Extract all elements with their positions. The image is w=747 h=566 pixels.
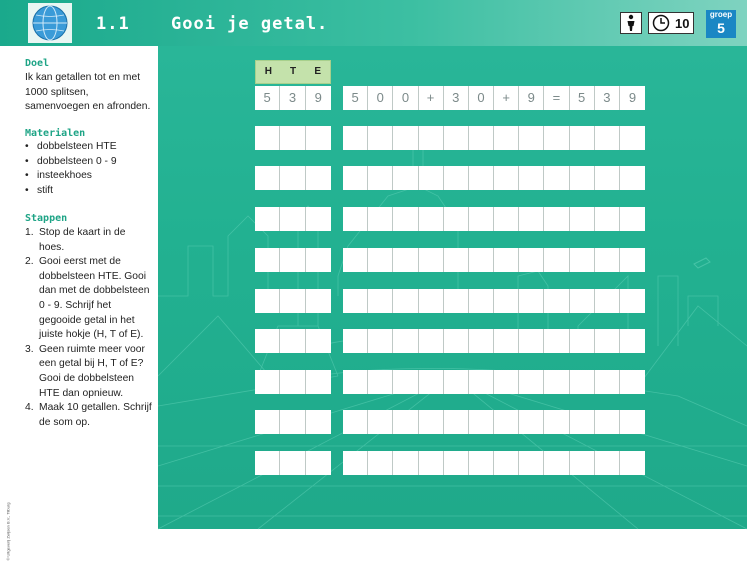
number-cell [255, 410, 280, 434]
sum-row [343, 451, 645, 475]
sum-cell [469, 410, 494, 434]
sum-cell: 5 [570, 86, 595, 110]
sum-cell [519, 370, 544, 394]
sum-cell [519, 451, 544, 475]
sum-cell [570, 410, 595, 434]
sum-cell [469, 451, 494, 475]
step-text: Geen ruimte meer voor een getal bij H, T of E? Gooi de dobbelsteen HTE dan opnieuw. [39, 343, 145, 399]
materialen-title: Materialen [25, 128, 86, 139]
stappen-list [25, 226, 153, 430]
sum-cell [444, 370, 469, 394]
sum-cell [444, 207, 469, 231]
step-item [25, 401, 153, 430]
sum-cell [393, 451, 418, 475]
sum-cell [570, 289, 595, 313]
sum-cell: 3 [444, 86, 469, 110]
step-item [25, 343, 153, 401]
sum-cell [544, 166, 569, 190]
number-cell [255, 207, 280, 231]
number-cell: 5 [255, 86, 280, 110]
sum-cell [519, 410, 544, 434]
number-cell [306, 207, 331, 231]
sum-cell [620, 410, 645, 434]
sum-cell [469, 248, 494, 272]
list-item: • insteekhoes [25, 169, 153, 184]
instructions-sidebar [0, 46, 158, 561]
step-item [25, 255, 153, 343]
sum-cell [544, 410, 569, 434]
sum-cell [519, 207, 544, 231]
sum-cell [544, 329, 569, 353]
sum-cell: 9 [628, 90, 637, 105]
number-cell [255, 329, 280, 353]
number-cell [255, 370, 280, 394]
sum-cell [368, 329, 393, 353]
hte-header [255, 60, 331, 84]
sum-row [343, 410, 645, 434]
person-icon [620, 12, 642, 34]
sum-cell [494, 410, 519, 434]
step-number: 4. [25, 402, 34, 414]
sum-cell: 0 [368, 86, 393, 110]
list-item: • stift [25, 184, 153, 199]
materialen-list [25, 140, 153, 198]
sum-cell [570, 370, 595, 394]
doel-text: Ik kan getallen tot en met 1000 splitsen, samenvoegen en afronden. [25, 72, 151, 113]
sum-cell [393, 410, 418, 434]
step-text: Gooi eerst met de dobbelsteen HTE. Gooi dan met de dobbelsteen 0 - 9. Schrijf het gegooide getal in het juiste hokje (H, T of E). [39, 256, 150, 341]
sum-cell [570, 166, 595, 190]
sum-row [343, 289, 645, 313]
number-cell [280, 451, 305, 475]
number-cell [280, 126, 305, 150]
number-row [255, 289, 331, 313]
sum-cell [368, 126, 393, 150]
sum-cell [595, 370, 620, 394]
sum-cell [519, 248, 544, 272]
sum-cell [620, 451, 645, 475]
sum-cell: 5 [343, 86, 368, 110]
sum-cell [393, 329, 418, 353]
step-number: 1. [25, 227, 34, 238]
hte-header-t: T [289, 66, 297, 77]
number-row [255, 370, 331, 394]
sum-cell [444, 410, 469, 434]
sum-cell [595, 329, 620, 353]
time-value: 10 [675, 16, 690, 31]
sum-cell [519, 329, 544, 353]
sum-cell: 3 [595, 86, 620, 110]
sum-cell: 0 [393, 86, 418, 110]
sum-row [343, 248, 645, 272]
sum-cell [570, 248, 595, 272]
sum-cell [544, 248, 569, 272]
sum-cell [494, 329, 519, 353]
sum-cell [519, 126, 544, 150]
sum-cell [620, 126, 645, 150]
sum-cell [494, 451, 519, 475]
sum-cell [368, 370, 393, 394]
number-row [255, 329, 331, 353]
number-row [255, 410, 331, 434]
sum-cell [444, 166, 469, 190]
sum-cell [595, 207, 620, 231]
sum-row [343, 207, 645, 231]
example-sum-row [343, 86, 645, 110]
sum-cell [570, 126, 595, 150]
list-item: • dobbelsteen HTE [25, 140, 153, 155]
sum-cell [595, 410, 620, 434]
sum-cell [393, 126, 418, 150]
sum-cell [393, 248, 418, 272]
number-cell [255, 289, 280, 313]
groep-number: 5 [717, 20, 725, 36]
header-bar [0, 0, 747, 46]
sum-cell [570, 329, 595, 353]
sum-cell [368, 207, 393, 231]
list-item: • dobbelsteen 0 - 9 [25, 155, 153, 170]
sum-cell [469, 289, 494, 313]
sum-cell [595, 166, 620, 190]
sum-cell [343, 289, 368, 313]
number-cell [280, 370, 305, 394]
sum-cell [620, 166, 645, 190]
sum-cell [544, 451, 569, 475]
sum-cell [343, 410, 368, 434]
number-cell [306, 329, 331, 353]
sum-cell [595, 289, 620, 313]
sum-cell [519, 289, 544, 313]
example-number-row [255, 86, 331, 110]
sum-cell [469, 126, 494, 150]
sum-row [343, 329, 645, 353]
number-cell [306, 410, 331, 434]
sum-cell [620, 289, 645, 313]
number-cell [306, 166, 331, 190]
sum-cell [393, 207, 418, 231]
copyright-notice [2, 426, 10, 566]
sum-cell [469, 370, 494, 394]
sum-cell [570, 451, 595, 475]
sum-cell [419, 207, 444, 231]
number-row [255, 248, 331, 272]
number-cell [280, 207, 305, 231]
number-cell [255, 166, 280, 190]
sum-cell [368, 410, 393, 434]
step-number: 3. [25, 343, 34, 355]
sum-cell [343, 329, 368, 353]
number-cell: 9 [314, 90, 322, 105]
number-cell [306, 289, 331, 313]
sum-cell [444, 451, 469, 475]
sum-cell [444, 289, 469, 313]
number-cell [280, 166, 305, 190]
sum-cell [343, 207, 368, 231]
sum-cell: = [544, 86, 569, 110]
number-row [255, 166, 331, 190]
sum-cell [419, 410, 444, 434]
sum-cell [620, 207, 645, 231]
number-cell [280, 410, 305, 434]
number-cell [280, 329, 305, 353]
number-row [255, 451, 331, 475]
sum-cell [393, 289, 418, 313]
sum-cell [343, 451, 368, 475]
number-cell [280, 248, 305, 272]
sum-cell [469, 329, 494, 353]
step-number: 2. [25, 256, 34, 268]
number-cell [306, 126, 331, 150]
sum-cell [368, 248, 393, 272]
lesson-number: 1.1 [96, 14, 130, 34]
doel-title: Doel [25, 58, 50, 69]
sum-cell [494, 289, 519, 313]
sum-cell [620, 248, 645, 272]
number-cell [306, 248, 331, 272]
sum-cell [419, 166, 444, 190]
sum-cell [519, 166, 544, 190]
sum-cell: + [419, 86, 444, 110]
sum-cell [419, 451, 444, 475]
sum-cell [393, 370, 418, 394]
sum-cell [419, 329, 444, 353]
sum-cell [494, 166, 519, 190]
sum-cell [343, 166, 368, 190]
sum-cell [444, 126, 469, 150]
sum-cell [419, 248, 444, 272]
sum-cell [620, 370, 645, 394]
groep-label: groep [709, 10, 733, 19]
sum-cell [419, 289, 444, 313]
stappen-title: Stappen [25, 213, 68, 224]
number-row [255, 126, 331, 150]
sum-cell [595, 451, 620, 475]
sum-cell [368, 166, 393, 190]
sum-row [343, 166, 645, 190]
sum-cell [620, 329, 645, 353]
sum-cell [419, 126, 444, 150]
sum-cell [343, 248, 368, 272]
sum-cell [419, 370, 444, 394]
number-cell [255, 126, 280, 150]
sum-cell [494, 207, 519, 231]
sum-cell [494, 248, 519, 272]
sum-cell [544, 289, 569, 313]
sum-cell [343, 370, 368, 394]
number-cell [255, 451, 280, 475]
sum-cell: 0 [469, 86, 494, 110]
sum-cell [469, 166, 494, 190]
copyright-text: © Uitgeverij Zwijsen B.V., Tilburg [5, 502, 11, 561]
clock-icon [651, 14, 671, 32]
hte-header-e: E [314, 66, 322, 77]
globe-icon [28, 3, 72, 43]
number-row [255, 207, 331, 231]
sum-cell [544, 370, 569, 394]
sum-row [343, 126, 645, 150]
sum-cell [494, 126, 519, 150]
number-cell [255, 248, 280, 272]
sum-cell: 9 [519, 86, 544, 110]
duration-indicator [648, 12, 694, 34]
step-item [25, 226, 153, 255]
sum-cell [570, 207, 595, 231]
number-cell [306, 370, 331, 394]
sum-cell [544, 207, 569, 231]
number-cell [280, 289, 305, 313]
number-cell [306, 451, 331, 475]
sum-cell [393, 166, 418, 190]
sum-cell [444, 248, 469, 272]
sum-cell [469, 207, 494, 231]
sum-cell: + [494, 86, 519, 110]
hte-header-h: H [264, 66, 272, 77]
step-text: Maak 10 getallen. Schrijf de som op. [39, 402, 152, 428]
sum-row [343, 370, 645, 394]
groep-badge [706, 10, 736, 38]
sum-cell [494, 370, 519, 394]
sum-cell [368, 451, 393, 475]
step-text: Stop de kaart in de hoes. [39, 227, 126, 253]
sum-cell [343, 126, 368, 150]
sum-cell [444, 329, 469, 353]
sum-cell [368, 289, 393, 313]
number-cell: 3 [280, 86, 305, 110]
page-title: Gooi je getal. [171, 14, 329, 34]
sum-cell [595, 126, 620, 150]
sum-cell [595, 248, 620, 272]
sum-cell [544, 126, 569, 150]
